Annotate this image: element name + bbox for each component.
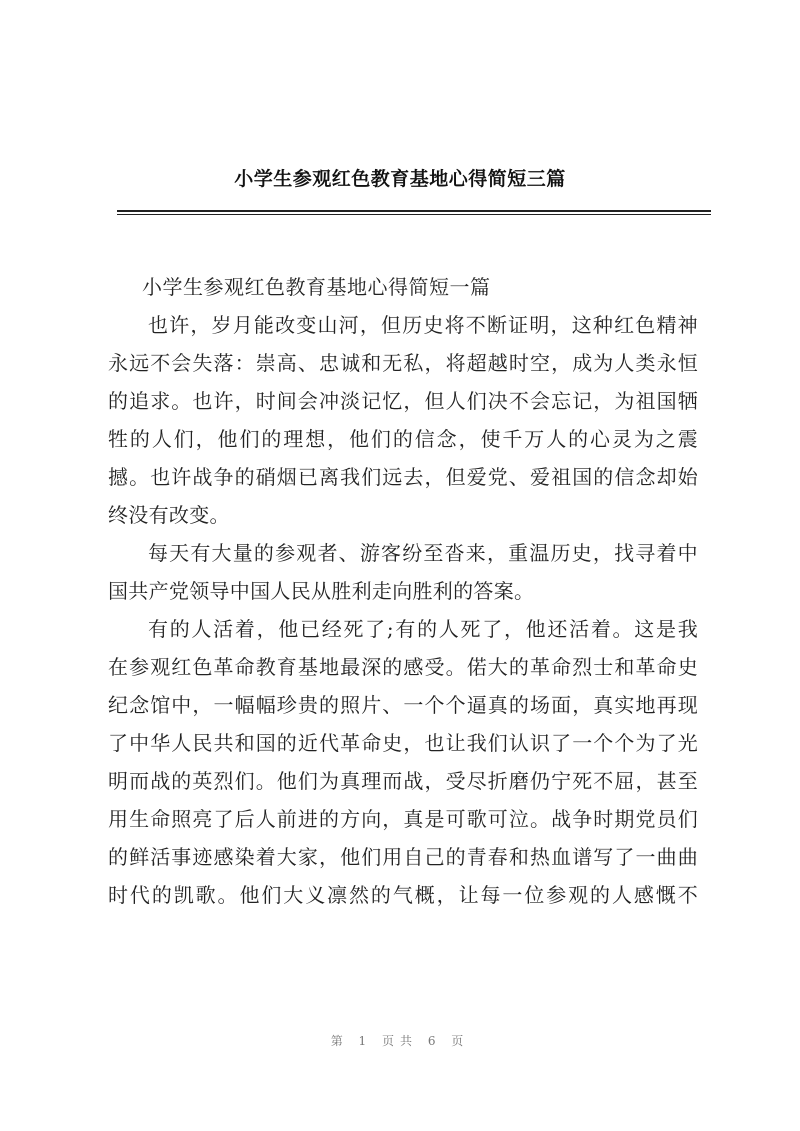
paragraph-line: 也许，岁月能改变山河，但历史将不断证明，这种红色精神 xyxy=(148,313,698,337)
paragraph-line: 明而战的英烈们。他们为真理而战，受尽折磨仍宁死不屈，甚至 xyxy=(108,769,698,793)
paragraph-line: 的追求。也许，时间会冲淡记忆，但人们决不会忘记，为祖国牺 xyxy=(108,389,698,413)
section-heading: 小学生参观红色教育基地心得简短一篇 xyxy=(142,275,491,299)
paragraph-line: 时代的凯歌。他们大义凛然的气概，让每一位参观的人感慨不 xyxy=(108,883,698,907)
paragraph-line: 纪念馆中，一幅幅珍贵的照片、一个个逼真的场面，真实地再现 xyxy=(108,693,698,717)
paragraph-line: 国共产党领导中国人民从胜利走向胜利的答案。 xyxy=(108,579,535,603)
paragraph-line: 在参观红色革命教育基地最深的感受。偌大的革命烈士和革命史 xyxy=(108,655,698,679)
paragraph-line: 牲的人们，他们的理想，他们的信念，使千万人的心灵为之震 xyxy=(108,427,698,451)
paragraph-line: 有的人活着，他已经死了;有的人死了，他还活着。这是我 xyxy=(148,617,698,641)
title-rule-thick xyxy=(117,210,711,212)
document-body xyxy=(108,268,698,914)
page-footer: 第 1 页共 6 页 xyxy=(330,1034,470,1048)
paragraph-2 xyxy=(108,534,698,610)
paragraph-line: 终没有改变。 xyxy=(108,503,230,527)
paragraph-line: 永远不会失落：崇高、忠诚和无私，将超越时空，成为人类永恒 xyxy=(108,351,698,375)
paragraph-line: 了中华人民共和国的近代革命史，也让我们认识了一个个为了光 xyxy=(108,731,698,755)
paragraph-1 xyxy=(108,306,698,534)
paragraph-line: 用生命照亮了后人前进的方向，真是可歌可泣。战争时期党员们 xyxy=(108,807,698,831)
document-title: 小学生参观红色教育基地心得简短三篇 xyxy=(234,168,566,190)
paragraph-line: 的鲜活事迹感染着大家，他们用自己的青春和热血谱写了一曲曲 xyxy=(108,845,698,869)
paragraph-3 xyxy=(108,610,698,914)
title-rule-thin xyxy=(117,214,711,215)
paragraph-line: 每天有大量的参观者、游客纷至沓来，重温历史，找寻着中 xyxy=(148,541,698,565)
paragraph-line: 撼。也许战争的硝烟已离我们远去，但爱党、爱祖国的信念却始 xyxy=(108,465,698,489)
